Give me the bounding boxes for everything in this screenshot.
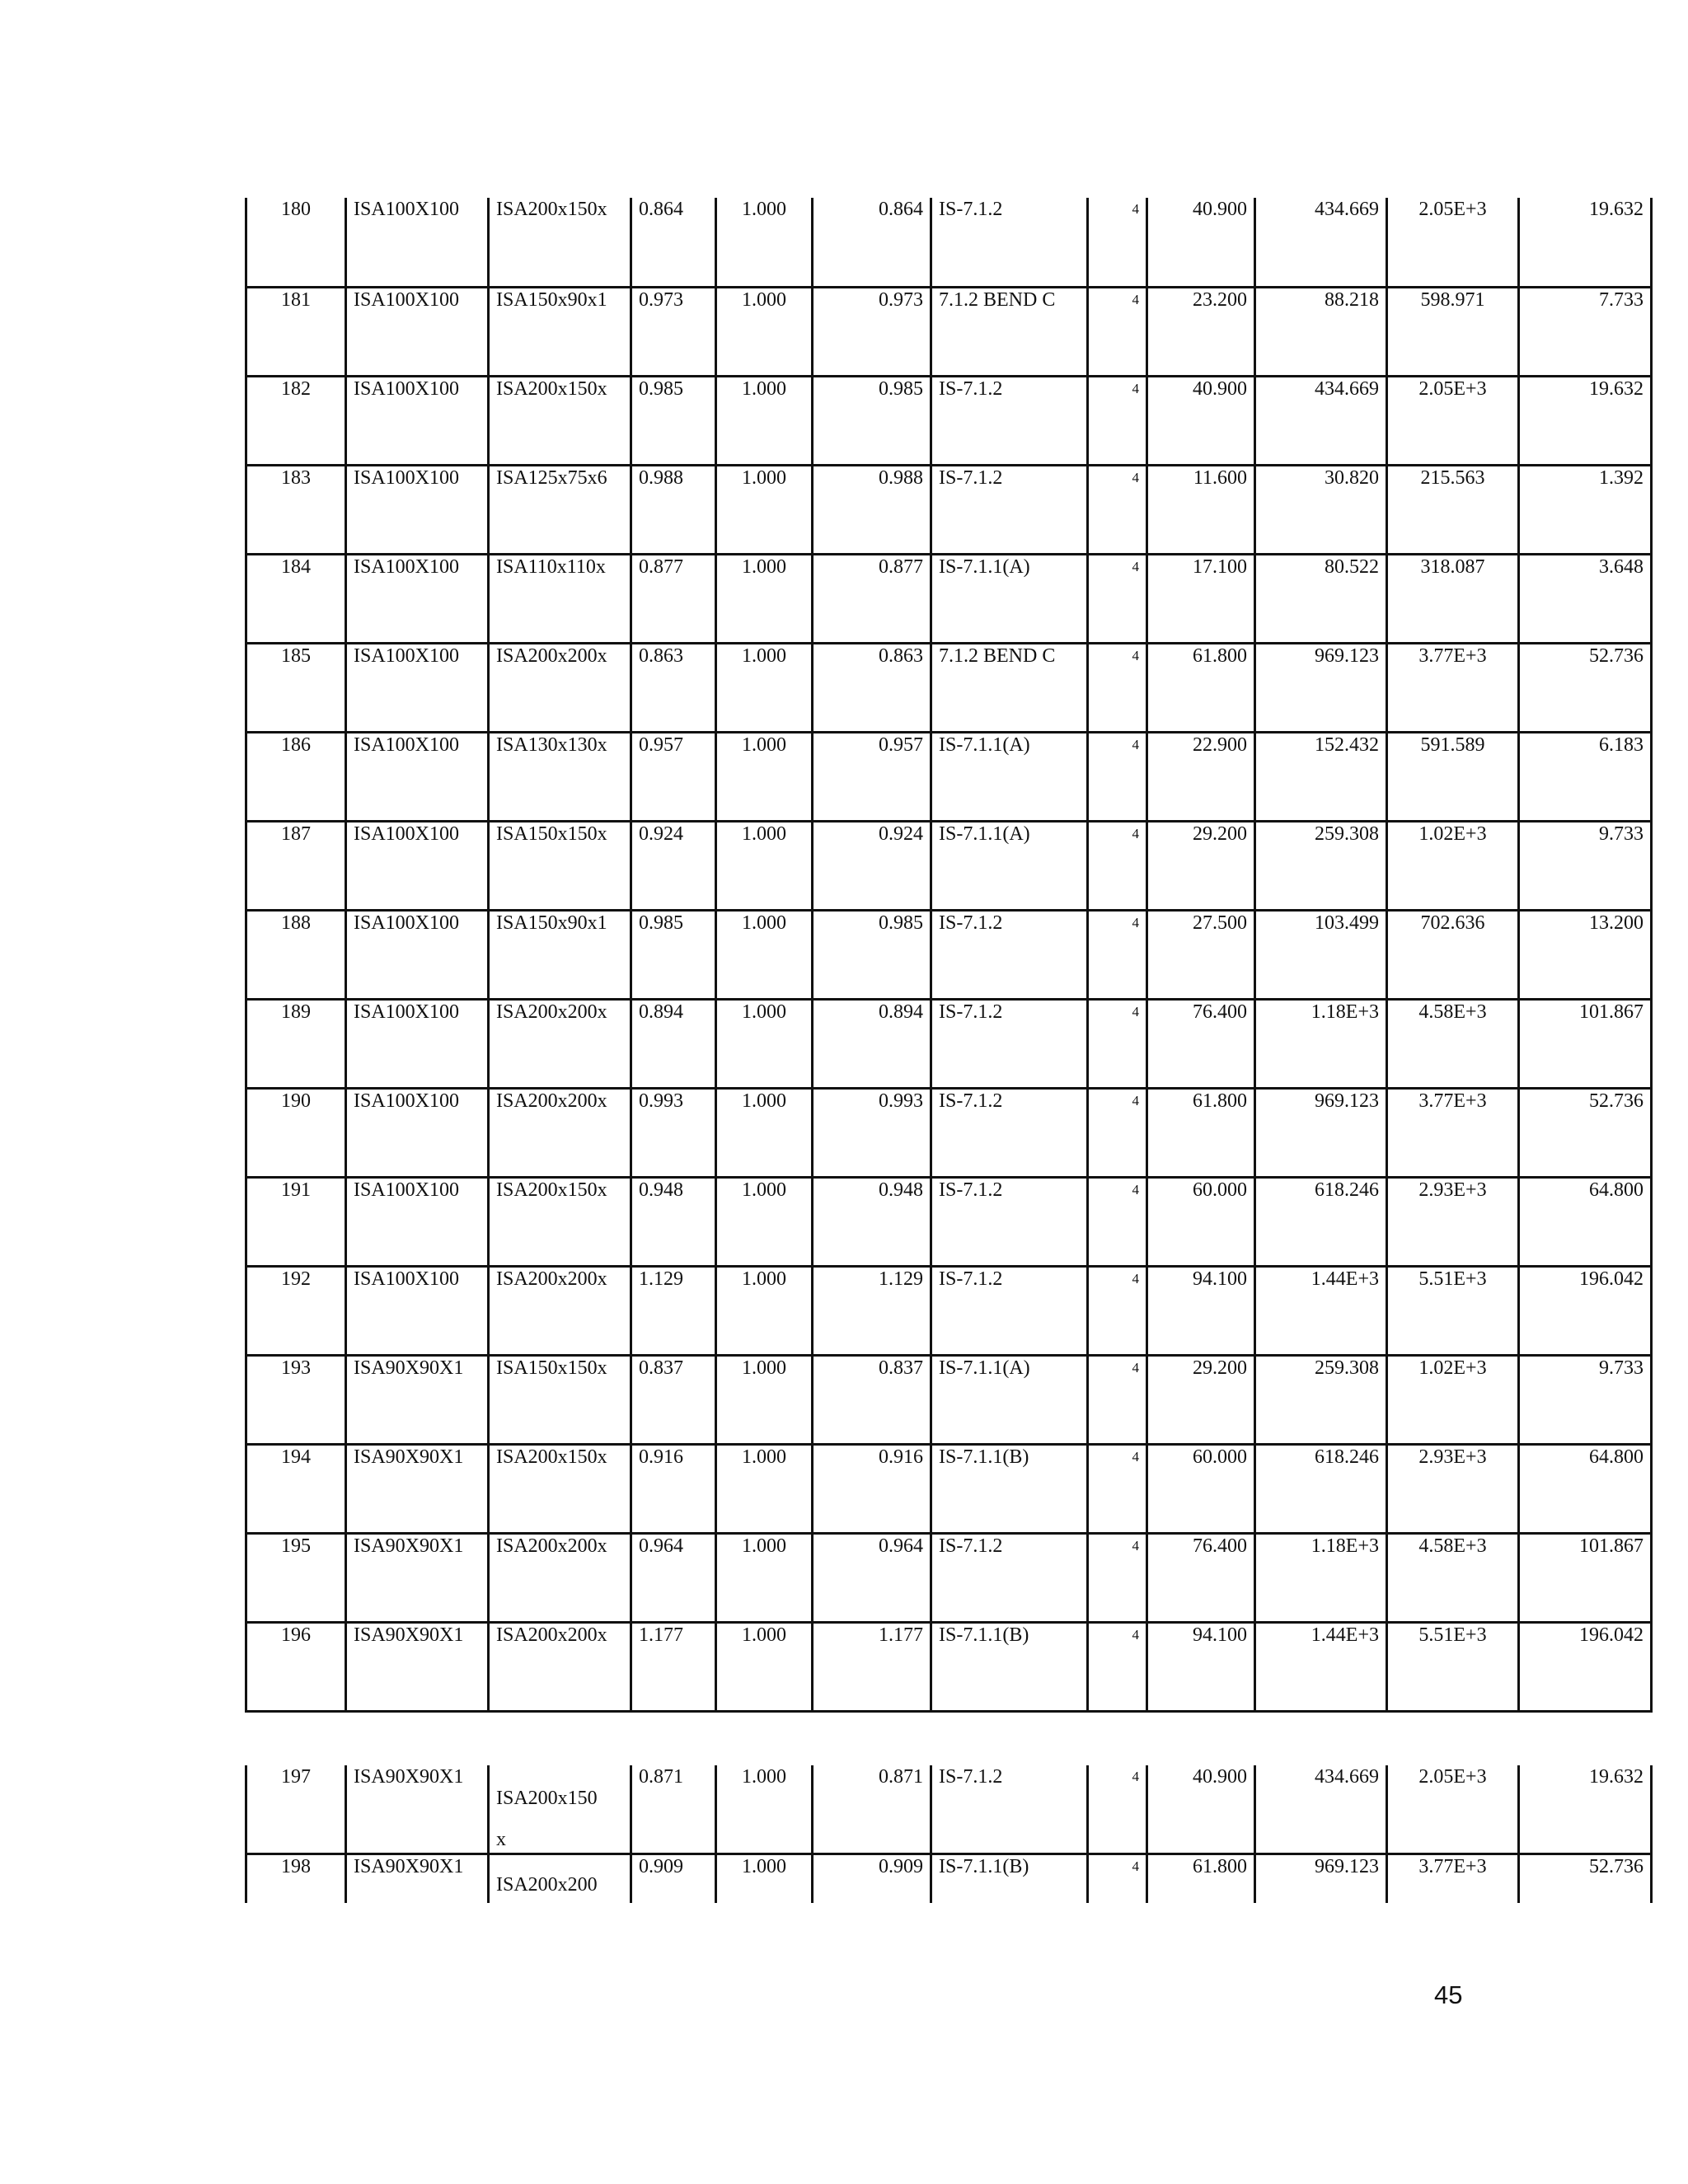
allowable: 1.000 [716, 554, 813, 643]
table-row [246, 376, 1652, 465]
member-name: ISA100X100 [346, 376, 489, 465]
member-id: 182 [246, 376, 346, 465]
member-id: 188 [246, 910, 346, 999]
ratio: 0.871 [631, 1765, 716, 1854]
actual-ratio: 0.909 [813, 1854, 931, 1903]
iyy: 318.087 [1387, 554, 1519, 643]
ax: 196.042 [1519, 1266, 1652, 1355]
ax: 19.632 [1519, 198, 1652, 287]
ratio: 0.988 [631, 465, 716, 554]
load-case: 4 [1088, 1266, 1147, 1355]
table-row [246, 999, 1652, 1088]
ax: 196.042 [1519, 1622, 1652, 1711]
section-name: ISA200x200x [489, 1266, 631, 1355]
member-id: 186 [246, 732, 346, 821]
member-name: ISA100X100 [346, 732, 489, 821]
allowable: 1.000 [716, 643, 813, 732]
ixx: 1.18E+3 [1255, 1533, 1387, 1622]
ratio: 0.993 [631, 1088, 716, 1177]
member-id: 190 [246, 1088, 346, 1177]
allowable: 1.000 [716, 1266, 813, 1355]
iyy: 1.02E+3 [1387, 821, 1519, 910]
ax: 7.733 [1519, 287, 1652, 376]
ixx: 30.820 [1255, 465, 1387, 554]
actual-ratio: 0.957 [813, 732, 931, 821]
load-case: 4 [1088, 198, 1147, 287]
ixx: 969.123 [1255, 1088, 1387, 1177]
section-name: ISA150x90x1 [489, 287, 631, 376]
ixx: 618.246 [1255, 1444, 1387, 1533]
area: 61.800 [1147, 1088, 1255, 1177]
load-case: 4 [1088, 1533, 1147, 1622]
actual-ratio: 0.837 [813, 1355, 931, 1444]
member-id: 187 [246, 821, 346, 910]
clause: IS-7.1.1(A) [931, 821, 1088, 910]
clause: IS-7.1.2 [931, 1177, 1088, 1266]
member-id: 198 [246, 1854, 346, 1903]
section-name: ISA150x150x [489, 1355, 631, 1444]
actual-ratio: 0.863 [813, 643, 931, 732]
actual-ratio: 0.964 [813, 1533, 931, 1622]
section-name: ISA110x110x [489, 554, 631, 643]
iyy: 2.05E+3 [1387, 198, 1519, 287]
ax: 52.736 [1519, 643, 1652, 732]
area: 40.900 [1147, 1765, 1255, 1854]
member-name: ISA100X100 [346, 287, 489, 376]
ratio: 0.863 [631, 643, 716, 732]
iyy: 3.77E+3 [1387, 1854, 1519, 1903]
page-number: 45 [1434, 1980, 1463, 2009]
member-id: 180 [246, 198, 346, 287]
clause: IS-7.1.1(A) [931, 554, 1088, 643]
actual-ratio: 0.894 [813, 999, 931, 1088]
ratio: 0.973 [631, 287, 716, 376]
member-name: ISA100X100 [346, 554, 489, 643]
member-id: 184 [246, 554, 346, 643]
clause: IS-7.1.2 [931, 1533, 1088, 1622]
member-id: 195 [246, 1533, 346, 1622]
load-case: 4 [1088, 643, 1147, 732]
ixx: 152.432 [1255, 732, 1387, 821]
load-case: 4 [1088, 732, 1147, 821]
section-name: ISA125x75x6 [489, 465, 631, 554]
iyy: 3.77E+3 [1387, 643, 1519, 732]
allowable: 1.000 [716, 465, 813, 554]
allowable: 1.000 [716, 287, 813, 376]
allowable: 1.000 [716, 999, 813, 1088]
member-id: 193 [246, 1355, 346, 1444]
allowable: 1.000 [716, 1444, 813, 1533]
section-name: ISA200x200x [489, 1533, 631, 1622]
actual-ratio: 0.948 [813, 1177, 931, 1266]
ratio: 0.985 [631, 376, 716, 465]
iyy: 1.02E+3 [1387, 1355, 1519, 1444]
ixx: 434.669 [1255, 1765, 1387, 1854]
section-name: ISA200x200x [489, 643, 631, 732]
ax: 19.632 [1519, 1765, 1652, 1854]
member-check-table [245, 198, 1653, 1713]
iyy: 4.58E+3 [1387, 1533, 1519, 1622]
load-case: 4 [1088, 910, 1147, 999]
member-id: 181 [246, 287, 346, 376]
iyy: 5.51E+3 [1387, 1622, 1519, 1711]
section-name: ISA200x200x [489, 1622, 631, 1711]
actual-ratio: 0.864 [813, 198, 931, 287]
ixx: 80.522 [1255, 554, 1387, 643]
area: 22.900 [1147, 732, 1255, 821]
member-id: 185 [246, 643, 346, 732]
actual-ratio: 0.924 [813, 821, 931, 910]
clause: IS-7.1.2 [931, 1765, 1088, 1854]
ax: 3.648 [1519, 554, 1652, 643]
iyy: 5.51E+3 [1387, 1266, 1519, 1355]
iyy: 2.05E+3 [1387, 1765, 1519, 1854]
section-name: ISA200x200x [489, 999, 631, 1088]
area: 27.500 [1147, 910, 1255, 999]
iyy: 4.58E+3 [1387, 999, 1519, 1088]
clause: 7.1.2 BEND C [931, 643, 1088, 732]
member-check-table-continued [245, 1765, 1653, 1903]
iyy: 2.05E+3 [1387, 376, 1519, 465]
ax: 19.632 [1519, 376, 1652, 465]
clause: IS-7.1.2 [931, 1266, 1088, 1355]
allowable: 1.000 [716, 821, 813, 910]
area: 17.100 [1147, 554, 1255, 643]
iyy: 2.93E+3 [1387, 1444, 1519, 1533]
ax: 101.867 [1519, 1533, 1652, 1622]
ax: 64.800 [1519, 1177, 1652, 1266]
section-name: ISA150x150x [489, 821, 631, 910]
clause: IS-7.1.2 [931, 376, 1088, 465]
clause: IS-7.1.1(A) [931, 732, 1088, 821]
allowable: 1.000 [716, 1854, 813, 1903]
ixx: 969.123 [1255, 643, 1387, 732]
allowable: 1.000 [716, 198, 813, 287]
load-case: 4 [1088, 1854, 1147, 1903]
member-name: ISA100X100 [346, 821, 489, 910]
ixx: 434.669 [1255, 198, 1387, 287]
member-name: ISA90X90X1 [346, 1355, 489, 1444]
ratio: 0.864 [631, 198, 716, 287]
section-name: ISA200x200 [489, 1854, 631, 1903]
member-name: ISA100X100 [346, 1088, 489, 1177]
actual-ratio: 0.985 [813, 376, 931, 465]
member-id: 192 [246, 1266, 346, 1355]
ratio: 0.877 [631, 554, 716, 643]
table-row [246, 732, 1652, 821]
member-name: ISA90X90X1 [346, 1854, 489, 1903]
area: 76.400 [1147, 1533, 1255, 1622]
member-name: ISA90X90X1 [346, 1533, 489, 1622]
ixx: 259.308 [1255, 821, 1387, 910]
section-name: ISA200x150x [489, 376, 631, 465]
ixx: 1.44E+3 [1255, 1266, 1387, 1355]
allowable: 1.000 [716, 1622, 813, 1711]
section-name: ISA200x150x [489, 1444, 631, 1533]
actual-ratio: 1.177 [813, 1622, 931, 1711]
clause: IS-7.1.2 [931, 910, 1088, 999]
ax: 9.733 [1519, 1355, 1652, 1444]
table-row [246, 1088, 1652, 1177]
member-id: 194 [246, 1444, 346, 1533]
actual-ratio: 0.871 [813, 1765, 931, 1854]
table-row [246, 1444, 1652, 1533]
area: 94.100 [1147, 1266, 1255, 1355]
load-case: 4 [1088, 1088, 1147, 1177]
clause: IS-7.1.2 [931, 1088, 1088, 1177]
member-name: ISA100X100 [346, 465, 489, 554]
ratio: 0.924 [631, 821, 716, 910]
member-name: ISA90X90X1 [346, 1444, 489, 1533]
table-row [246, 1533, 1652, 1622]
ax: 13.200 [1519, 910, 1652, 999]
ax: 101.867 [1519, 999, 1652, 1088]
actual-ratio: 0.985 [813, 910, 931, 999]
ax: 6.183 [1519, 732, 1652, 821]
member-name: ISA100X100 [346, 910, 489, 999]
load-case: 4 [1088, 1622, 1147, 1711]
table-row [246, 910, 1652, 999]
load-case: 4 [1088, 287, 1147, 376]
clause: IS-7.1.1(B) [931, 1444, 1088, 1533]
allowable: 1.000 [716, 1088, 813, 1177]
clause: IS-7.1.1(B) [931, 1854, 1088, 1903]
section-line-1: ISA200x150 [496, 1788, 598, 1809]
clause: IS-7.1.2 [931, 198, 1088, 287]
load-case: 4 [1088, 821, 1147, 910]
ixx: 88.218 [1255, 287, 1387, 376]
ax: 52.736 [1519, 1854, 1652, 1903]
section-name: ISA150x90x1 [489, 910, 631, 999]
table-row [246, 821, 1652, 910]
section-name: ISA200x150x [489, 198, 631, 287]
section-name: ISA200x150x [489, 1177, 631, 1266]
load-case: 4 [1088, 999, 1147, 1088]
member-id: 191 [246, 1177, 346, 1266]
iyy: 3.77E+3 [1387, 1088, 1519, 1177]
ratio: 0.948 [631, 1177, 716, 1266]
ratio: 1.177 [631, 1622, 716, 1711]
ratio: 0.894 [631, 999, 716, 1088]
member-name: ISA100X100 [346, 1177, 489, 1266]
load-case: 4 [1088, 1177, 1147, 1266]
load-case: 4 [1088, 376, 1147, 465]
area: 60.000 [1147, 1177, 1255, 1266]
member-name: ISA100X100 [346, 1266, 489, 1355]
allowable: 1.000 [716, 910, 813, 999]
area: 40.900 [1147, 376, 1255, 465]
iyy: 702.636 [1387, 910, 1519, 999]
ixx: 1.44E+3 [1255, 1622, 1387, 1711]
ratio: 0.957 [631, 732, 716, 821]
member-name: ISA100X100 [346, 198, 489, 287]
clause: IS-7.1.1(B) [931, 1622, 1088, 1711]
area: 61.800 [1147, 1854, 1255, 1903]
actual-ratio: 0.993 [813, 1088, 931, 1177]
member-id: 196 [246, 1622, 346, 1711]
area: 60.000 [1147, 1444, 1255, 1533]
area: 40.900 [1147, 198, 1255, 287]
member-name: ISA90X90X1 [346, 1622, 489, 1711]
table-row [246, 1854, 1652, 1903]
actual-ratio: 0.877 [813, 554, 931, 643]
area: 29.200 [1147, 1355, 1255, 1444]
table-row [246, 554, 1652, 643]
ixx: 259.308 [1255, 1355, 1387, 1444]
member-id: 197 [246, 1765, 346, 1854]
table-row [246, 1266, 1652, 1355]
ratio: 0.916 [631, 1444, 716, 1533]
ixx: 1.18E+3 [1255, 999, 1387, 1088]
area: 29.200 [1147, 821, 1255, 910]
iyy: 598.971 [1387, 287, 1519, 376]
load-case: 4 [1088, 465, 1147, 554]
table-row [246, 287, 1652, 376]
ratio: 0.964 [631, 1533, 716, 1622]
table-row [246, 465, 1652, 554]
allowable: 1.000 [716, 1533, 813, 1622]
ratio: 1.129 [631, 1266, 716, 1355]
table-row [246, 198, 1652, 287]
ax: 64.800 [1519, 1444, 1652, 1533]
area: 76.400 [1147, 999, 1255, 1088]
area: 11.600 [1147, 465, 1255, 554]
ax: 9.733 [1519, 821, 1652, 910]
section-name [489, 1765, 631, 1854]
area: 23.200 [1147, 287, 1255, 376]
table-row [246, 1355, 1652, 1444]
ixx: 618.246 [1255, 1177, 1387, 1266]
area: 94.100 [1147, 1622, 1255, 1711]
table-row [246, 1177, 1652, 1266]
iyy: 215.563 [1387, 465, 1519, 554]
ax: 1.392 [1519, 465, 1652, 554]
ixx: 969.123 [1255, 1854, 1387, 1903]
member-id: 189 [246, 999, 346, 1088]
ixx: 103.499 [1255, 910, 1387, 999]
clause: IS-7.1.2 [931, 465, 1088, 554]
allowable: 1.000 [716, 376, 813, 465]
load-case: 4 [1088, 1444, 1147, 1533]
section-line-2: x [496, 1829, 506, 1850]
ratio: 0.909 [631, 1854, 716, 1903]
ixx: 434.669 [1255, 376, 1387, 465]
member-name: ISA90X90X1 [346, 1765, 489, 1854]
member-id: 183 [246, 465, 346, 554]
ratio: 0.837 [631, 1355, 716, 1444]
allowable: 1.000 [716, 1177, 813, 1266]
load-case: 4 [1088, 554, 1147, 643]
table-row [246, 1622, 1652, 1711]
ax: 52.736 [1519, 1088, 1652, 1177]
actual-ratio: 0.916 [813, 1444, 931, 1533]
member-name: ISA100X100 [346, 643, 489, 732]
iyy: 591.589 [1387, 732, 1519, 821]
allowable: 1.000 [716, 732, 813, 821]
actual-ratio: 0.988 [813, 465, 931, 554]
clause: 7.1.2 BEND C [931, 287, 1088, 376]
load-case: 4 [1088, 1355, 1147, 1444]
clause: IS-7.1.1(A) [931, 1355, 1088, 1444]
member-name: ISA100X100 [346, 999, 489, 1088]
iyy: 2.93E+3 [1387, 1177, 1519, 1266]
actual-ratio: 0.973 [813, 287, 931, 376]
load-case: 4 [1088, 1765, 1147, 1854]
area: 61.800 [1147, 643, 1255, 732]
section-name: ISA130x130x [489, 732, 631, 821]
allowable: 1.000 [716, 1355, 813, 1444]
allowable: 1.000 [716, 1765, 813, 1854]
clause: IS-7.1.2 [931, 999, 1088, 1088]
table-row [246, 1765, 1652, 1854]
actual-ratio: 1.129 [813, 1266, 931, 1355]
table-row [246, 643, 1652, 732]
ratio: 0.985 [631, 910, 716, 999]
section-name: ISA200x200x [489, 1088, 631, 1177]
